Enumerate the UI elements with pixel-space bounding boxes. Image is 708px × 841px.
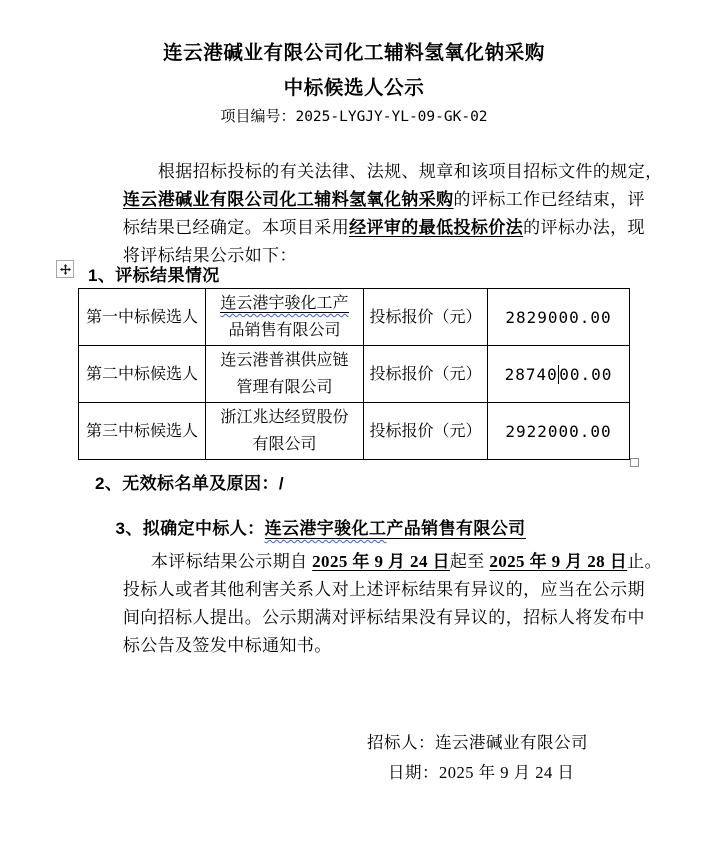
table-row-candidate-2 [79,346,630,403]
candidate-2-rank: 第二中标候选人 [79,346,206,403]
intro-line-3: 标结果已经确定。本项目采用经评审的最低投标价法的评标办法，现 [122,218,645,237]
evaluation-results-table [78,288,630,460]
table-row-candidate-3 [79,403,630,460]
intro-line-4: 将评标结果公示如下： [122,246,297,265]
project-number-label: 项目编号： [220,109,296,125]
publicity-line-2: 投标人或者其他利害关系人对上述评标结果有异议的，应当在公示期 [122,580,645,599]
project-number-value: 2025-LYGJY-YL-09-GK-02 [295,109,488,125]
signature-date: 日期：2025 年 9 月 24 日 [388,763,575,782]
candidate-2-company-line2: 管理有限公司 [236,379,333,396]
intro-line-1: 根据招标投标的有关法律、法规、规章和该项目招标文件的规定， [157,162,663,181]
candidate-1-price: 2829000.00 [488,289,630,346]
candidate-3-price: 2922000.00 [488,403,630,460]
intro-line-2: 连云港碱业有限公司化工辅料氢氧化钠采购的评标工作已经结束，评 [122,190,645,209]
candidate-2-bid-label: 投标报价（元） [364,346,488,403]
candidate-2-company [206,346,364,403]
publicity-start-date: 2025 年 9 月 24 日 [312,552,450,571]
candidate-1-rank: 第一中标候选人 [79,289,206,346]
candidate-3-company-line2: 有限公司 [252,436,317,453]
candidate-3-bid-label: 投标报价（元） [364,403,488,460]
candidate-1-company-line1: 连云港宇骏化工产 [220,295,349,312]
publicity-line-4: 标公告及签发中标通知书。 [122,636,332,655]
section-3-label: 3、拟确定中标人： [115,519,265,538]
candidate-2-company-line1: 连云港普祺供应链 [220,352,349,369]
move-arrows-icon [60,264,71,275]
candidate-3-rank: 第三中标候选人 [79,403,206,460]
section-2-heading: 2、无效标名单及原因：/ [95,474,284,493]
publicity-end-date: 2025 年 9 月 28 日 [489,552,628,571]
section-1-heading: 1、评标结果情况 [88,266,220,285]
tenderer-signature: 招标人：连云港碱业有限公司 [367,733,588,752]
intro-paragraph [95,130,663,265]
candidate-1-company [206,289,364,346]
publicity-line-3: 间向招标人提出。公示期满对评标结果没有异议的，招标人将发布中 [122,608,645,627]
publicity-line-1: 本评标结果公示期自 2025 年 9 月 24 日起至 2025 年 9 月 28 日止。 [150,552,662,571]
table-row-candidate-1 [79,289,630,346]
project-number-line [0,105,708,126]
document-title-line2: 中标候选人公示 [283,77,425,99]
candidate-1-company-line2: 品销售有限公司 [228,322,341,339]
candidate-3-company [206,403,364,460]
table-move-handle-icon[interactable] [56,260,74,278]
evaluation-method-emphasis: 经评审的最低投标价法 [349,218,524,237]
candidate-1-bid-label: 投标报价（元） [364,289,488,346]
document-title-line1: 连云港碱业有限公司化工辅料氢氧化钠采购 [163,42,545,64]
publicity-period-paragraph [95,520,662,655]
table-resize-handle[interactable] [630,458,639,467]
project-name-emphasis: 连云港碱业有限公司化工辅料氢氧化钠采购 [122,190,454,209]
winner-company-name: 连云港宇骏化工产品销售有限公司 [264,519,526,538]
candidate-3-company-line1: 浙江兆达经贸股份 [220,409,349,426]
candidate-2-price[interactable]: 2874000.00 [488,346,630,403]
